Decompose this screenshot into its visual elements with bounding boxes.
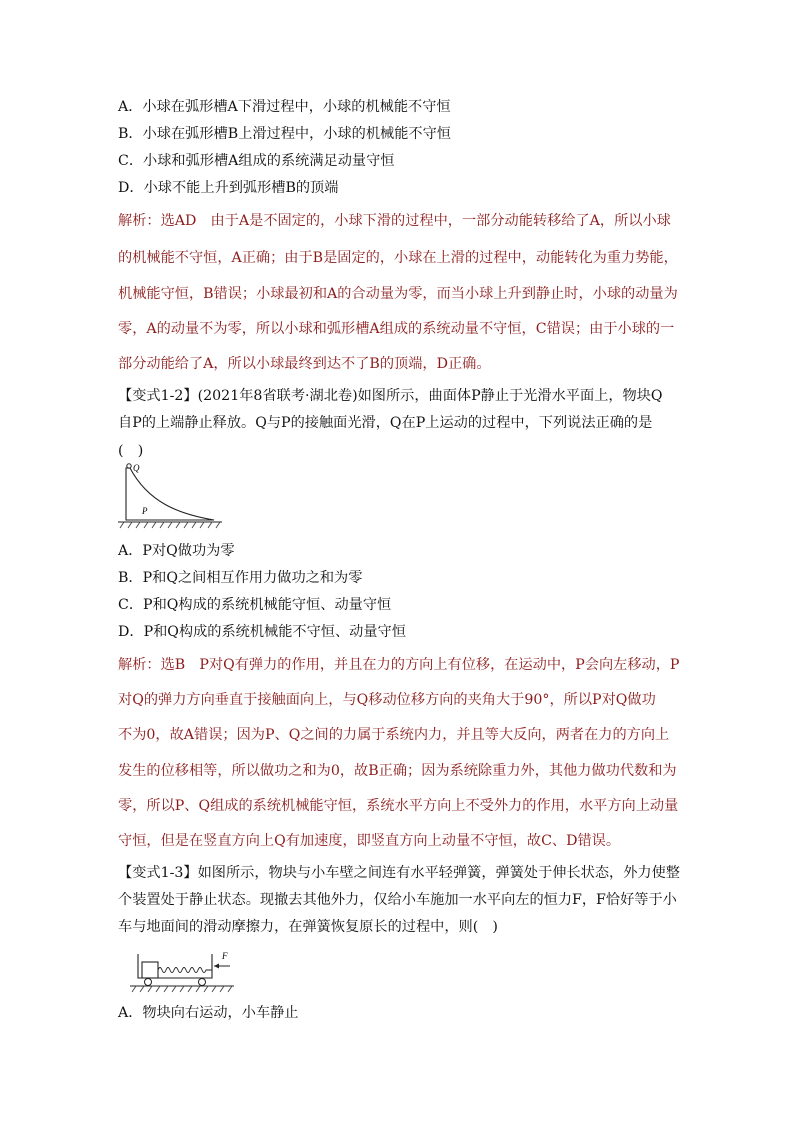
variant-1-3-stem-line-3: 车与地面间的滑动摩擦力，在弹簧恢复原长的过程中，则( ) bbox=[118, 919, 498, 935]
analysis-1-line-4: 零，A的动量不为零，所以小球和弧形槽A组成的系统动量不守恒，C错误；由于小球的一 bbox=[118, 321, 675, 337]
analysis-2-line-6: 守恒，但是在竖直方向上Q有加速度，即竖直方向上动量不守恒，故C、D错误。 bbox=[118, 833, 621, 849]
variant-1-2-stem-line-1: 【变式1-2】(2021年8省联考·湖北卷)如图所示，曲面体P静止于光滑水平面上，物块Q bbox=[118, 388, 663, 404]
cart-spring-figure bbox=[130, 944, 240, 996]
label-f: F bbox=[222, 951, 228, 961]
option-c-2: C．P和Q构成的系统机械能守恒、动量守恒 bbox=[118, 597, 392, 613]
option-a-1: A．小球在弧形槽A下滑过程中，小球的机械能不守恒 bbox=[118, 99, 451, 115]
option-d-2: D．P和Q构成的系统机械能不守恒、动量守恒 bbox=[118, 624, 406, 640]
label-q: Q bbox=[133, 463, 140, 473]
variant-1-3-stem-line-1: 【变式1-3】如图所示，物块与小车壁之间连有水平轻弹簧，弹簧处于伸长状态，外力使整 bbox=[118, 865, 680, 881]
analysis-1-line-3: 机械能守恒，B错误；小球最初和A的合动量为零，而当小球上升到静止时，小球的动量为 bbox=[118, 286, 678, 302]
variant-1-3-stem-line-2: 个装置处于静止状态。现撤去其他外力，仅给小车施加一水平向左的恒力F，F恰好等于小 bbox=[118, 892, 677, 908]
variant-1-2-stem-line-3: ( ) bbox=[118, 443, 144, 459]
curved-surface-figure bbox=[118, 462, 228, 532]
option-d-1: D．小球不能上升到弧形槽B的顶端 bbox=[118, 180, 339, 196]
analysis-2-line-3: 不为0，故A错误；因为P、Q之间的力属于系统内力，并且等大反向，两者在力的方向上 bbox=[118, 727, 670, 743]
option-a-2: A．P对Q做功为零 bbox=[118, 543, 235, 559]
analysis-2-line-5: 零，所以P、Q组成的系统机械能守恒，系统水平方向上不受外力的作用，水平方向上动量 bbox=[118, 798, 679, 814]
analysis-2-line-4: 发生的位移相等，所以做功之和为0，故B正确；因为系统除重力外，其他力做功代数和为 bbox=[118, 763, 677, 779]
analysis-1-line-2: 的机械能不守恒，A正确；由于B是固定的，小球在上滑的过程中，动能转化为重力势能， bbox=[118, 250, 678, 266]
analysis-1-line-1: 解析：选AD 由于A是不固定的，小球下滑的过程中，一部分动能转移给了A，所以小球 bbox=[118, 213, 671, 229]
analysis-2-line-2: 对Q的弹力方向垂直于接触面向上，与Q移动位移方向的夹角大于90°，所以P对Q做功 bbox=[118, 692, 656, 708]
option-b-1: B．小球在弧形槽B上滑过程中，小球的机械能不守恒 bbox=[118, 126, 451, 142]
label-p: P bbox=[142, 506, 148, 516]
variant-1-2-stem-line-2: 自P的上端静止释放。Q与P的接触面光滑，Q在P上运动的过程中，下列说法正确的是 bbox=[118, 415, 653, 431]
option-c-1: C．小球和弧形槽A组成的系统满足动量守恒 bbox=[118, 153, 395, 169]
option-b-2: B．P和Q之间相互作用力做功之和为零 bbox=[118, 570, 363, 586]
analysis-2-line-1: 解析：选B P对Q有弹力的作用，并且在力的方向上有位移，在运动中，P会向左移动，P bbox=[118, 657, 680, 673]
option-a-3: A．物块向右运动，小车静止 bbox=[118, 1005, 299, 1021]
analysis-1-line-5: 部分动能给了A，所以小球最终到达不了B的顶端，D正确。 bbox=[118, 356, 491, 372]
